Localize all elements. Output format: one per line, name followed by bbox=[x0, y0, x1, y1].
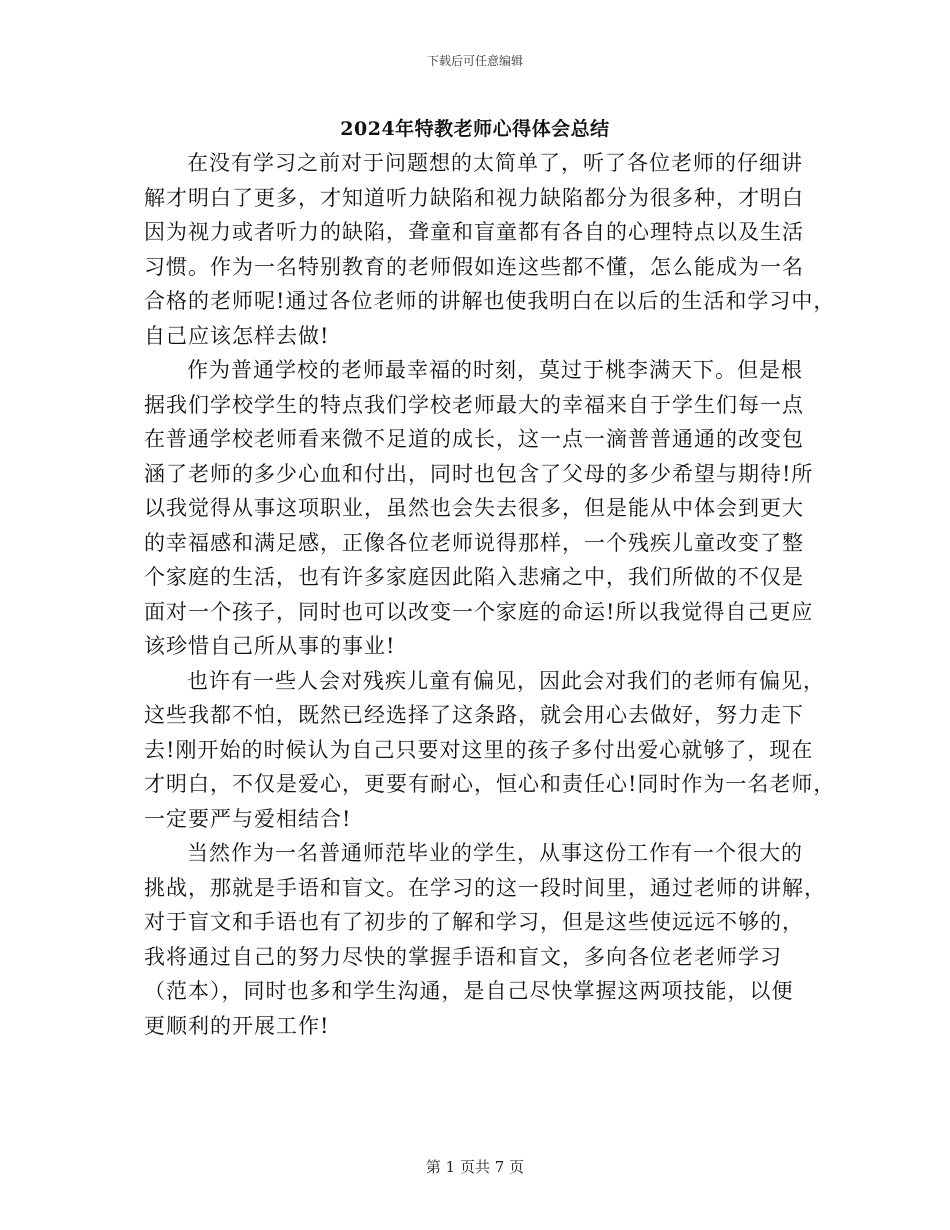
paragraph-4-line-3: 对于盲文和手语也有了初步的了解和学习，但是这些使远远不够的， bbox=[144, 910, 804, 934]
paragraph-3-line-5: 一定要严与爱相结合! bbox=[144, 806, 352, 831]
document-body bbox=[144, 146, 836, 1043]
document-title: 2024年特教老师心得体会总结 bbox=[340, 118, 610, 140]
paragraph-4-line-5: （范本），同时也多和学生沟通，是自己尽快掌握这两项技能，以便 bbox=[144, 979, 794, 1003]
paragraph-1-line-2: 解才明白了更多，才知道听力缺陷和视力缺陷都分为很多种，才明白 bbox=[144, 185, 804, 210]
paragraph-2-line-3: 在普通学校老师看来微不足道的成长，这一点一滴普普通通的改变包 bbox=[144, 427, 804, 451]
paragraph-2-line-8: 面对一个孩子，同时也可以改变一个家庭的命运!所以我觉得自己更应 bbox=[144, 599, 814, 624]
paragraph-1-line-4: 习惯。作为一名特别教育的老师假如连这些都不懂，怎么能成为一名 bbox=[144, 254, 804, 279]
paragraph-1-line-5: 合格的老师呢!通过各位老师的讲解也使我明白在以后的生活和学习中， bbox=[144, 289, 836, 313]
paragraph-4-line-6: 更顺利的开展工作! bbox=[144, 1013, 330, 1038]
paragraph-3-line-2: 这些我都不怕，既然已经选择了这条路，就会用心去做好，努力走下 bbox=[144, 703, 804, 727]
paragraph-3-line-3: 去!刚开始的时候认为自己只要对这里的孩子多付出爱心就够了，现在 bbox=[144, 737, 814, 762]
paragraph-2-line-5: 以我觉得从事这项职业，虽然也会失去很多，但是能从中体会到更大 bbox=[144, 496, 804, 520]
paragraph-2-line-6: 的幸福感和满足感，正像各位老师说得那样，一个残疾儿童改变了整 bbox=[144, 530, 804, 555]
page-number-footer: 第 1 页共 7 页 bbox=[425, 1158, 525, 1176]
paragraph-2-line-4: 涵了老师的多少心血和付出，同时也包含了父母的多少希望与期待!所 bbox=[144, 461, 814, 486]
paragraph-2-line-2: 据我们学校学生的特点我们学校老师最大的幸福来自于学生们每一点 bbox=[144, 392, 804, 417]
paragraph-2-line-1: 作为普通学校的老师最幸福的时刻，莫过于桃李满天下。但是根 bbox=[187, 358, 803, 382]
paragraph-4-line-2: 挑战，那就是手语和盲文。在学习的这一段时间里，通过老师的讲解， bbox=[144, 875, 826, 900]
page-header-note: 下载后可任意编辑 bbox=[426, 54, 523, 68]
paragraph-4-line-4: 我将通过自己的努力尽快的掌握手语和盲文，多向各位老老师学习 bbox=[144, 944, 782, 969]
paragraph-4-line-1: 当然作为一名普通师范毕业的学生，从事这份工作有一个很大的 bbox=[187, 841, 803, 865]
paragraph-3-line-4: 才明白，不仅是爱心，更要有耐心，恒心和责任心!同时作为一名老师， bbox=[144, 772, 836, 796]
paragraph-2-line-7: 个家庭的生活，也有许多家庭因此陷入悲痛之中，我们所做的不仅是 bbox=[144, 565, 804, 589]
paragraph-2-line-9: 该珍惜自己所从事的事业! bbox=[144, 634, 396, 658]
paragraph-3-line-1: 也许有一些人会对残疾儿童有偏见，因此会对我们的老师有偏见， bbox=[187, 668, 825, 693]
paragraph-1-line-3: 因为视力或者听力的缺陷，聋童和盲童都有各自的心理特点以及生活 bbox=[144, 220, 804, 244]
paragraph-1-line-6: 自己应该怎样去做! bbox=[144, 323, 330, 348]
paragraph-1-line-1: 在没有学习之前对于问题想的太简单了，听了各位老师的仔细讲 bbox=[187, 151, 803, 175]
